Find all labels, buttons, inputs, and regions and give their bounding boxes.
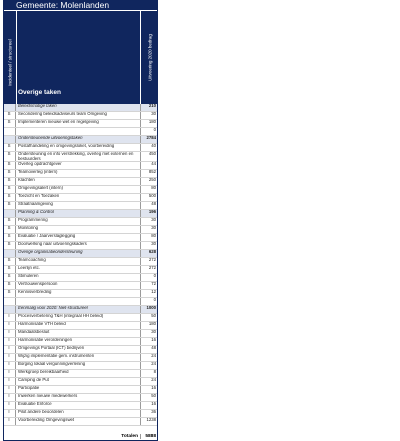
row-type-cell: S bbox=[3, 258, 16, 265]
row-type-cell: S bbox=[3, 234, 16, 241]
table-row[interactable] bbox=[3, 322, 158, 330]
table-row[interactable] bbox=[3, 338, 158, 346]
table-row[interactable] bbox=[3, 346, 158, 354]
row-value-cell: 72 bbox=[140, 282, 157, 289]
row-type-cell: I bbox=[3, 410, 16, 417]
section-row[interactable] bbox=[3, 250, 158, 258]
row-type-cell: I bbox=[3, 418, 16, 425]
row-type-cell: I bbox=[3, 338, 16, 345]
row-type-cell: S bbox=[3, 162, 16, 169]
row-type-cell: S bbox=[3, 290, 16, 297]
row-value-cell: 30 bbox=[140, 112, 157, 119]
table-row[interactable] bbox=[3, 266, 158, 274]
table-row[interactable] bbox=[3, 120, 158, 128]
row-type-cell: S bbox=[3, 152, 16, 161]
table-row[interactable] bbox=[3, 298, 158, 306]
row-label-cell: Omgevings Portaal (ICT) bedrijven bbox=[18, 346, 85, 350]
table-row[interactable] bbox=[3, 418, 158, 426]
table-row[interactable] bbox=[3, 282, 158, 290]
table-row[interactable] bbox=[3, 194, 158, 202]
column-header-type: Incidenteel / structureel bbox=[7, 39, 13, 86]
table-row[interactable] bbox=[3, 290, 158, 298]
row-value-cell: 0 bbox=[140, 274, 157, 281]
row-label-cell: Teamcoaching bbox=[18, 258, 46, 262]
row-value-cell: 450 bbox=[140, 152, 157, 161]
sheet-header bbox=[3, 0, 158, 104]
row-label-cell: Leerlijn etc. bbox=[18, 266, 40, 270]
row-type-cell bbox=[3, 306, 16, 313]
row-label-cell: Programmering bbox=[18, 218, 48, 222]
table-row[interactable] bbox=[3, 170, 158, 178]
table-row[interactable] bbox=[3, 234, 158, 242]
table-row[interactable] bbox=[3, 402, 158, 410]
row-value-cell: 44 bbox=[140, 162, 157, 169]
row-label-cell: Evaluatie Enforce bbox=[18, 402, 52, 406]
row-label-cell: Overleg opdrachtgever bbox=[18, 162, 62, 166]
table-row[interactable] bbox=[3, 314, 158, 322]
table-row[interactable] bbox=[3, 258, 158, 266]
row-label-cell: Procesverbetering T&H (integraal HH beleid) bbox=[18, 314, 104, 318]
row-value-cell: 40 bbox=[140, 144, 157, 151]
table-row[interactable] bbox=[3, 218, 158, 226]
row-label-cell: Secondering beleidsadviseurs team Omgeving bbox=[18, 112, 107, 116]
row-label-cell: Inwerken nieuwe medewerkers bbox=[18, 394, 78, 398]
table-row[interactable] bbox=[3, 128, 158, 136]
row-type-cell: S bbox=[3, 178, 16, 185]
row-value-cell: 36 bbox=[140, 410, 157, 417]
row-type-cell: I bbox=[3, 370, 16, 377]
row-value-cell: 30 bbox=[140, 226, 157, 233]
row-type-cell: I bbox=[3, 402, 16, 409]
section-row[interactable] bbox=[3, 306, 158, 314]
row-label-cell: Participatie bbox=[18, 386, 40, 390]
row-value-cell: 80 bbox=[140, 234, 157, 241]
row-type-cell: S bbox=[3, 112, 16, 119]
row-type-cell: S bbox=[3, 266, 16, 273]
header-left-divider bbox=[16, 11, 17, 104]
row-type-cell bbox=[3, 128, 16, 135]
section-row[interactable] bbox=[3, 104, 158, 112]
row-type-cell: S bbox=[3, 274, 16, 281]
spreadsheet bbox=[3, 0, 158, 441]
row-type-cell: S bbox=[3, 144, 16, 151]
row-label-cell: Klachten bbox=[18, 178, 35, 182]
table-row[interactable] bbox=[3, 242, 158, 250]
row-value-cell: 12 bbox=[140, 290, 157, 297]
row-type-cell bbox=[3, 210, 16, 217]
row-label-cell: Stimuleren bbox=[18, 274, 39, 278]
totals-row bbox=[3, 432, 158, 441]
row-type-cell bbox=[3, 250, 16, 257]
table-row[interactable] bbox=[3, 330, 158, 338]
row-label-cell: Eenmalig voor 2020: Niet-structureel bbox=[18, 306, 88, 310]
table-row[interactable] bbox=[3, 186, 158, 194]
row-label-cell: Beleidsmatige taken bbox=[18, 104, 57, 108]
row-value-cell: 180 bbox=[140, 120, 157, 127]
row-label-cell: Wijzig implementatie gem. instrumenten bbox=[18, 354, 95, 358]
row-value-cell: 16 bbox=[140, 338, 157, 345]
row-value-cell: 24 bbox=[140, 354, 157, 361]
header-divider bbox=[3, 10, 158, 11]
row-label-cell: Camping de Put bbox=[18, 378, 49, 382]
table-row[interactable] bbox=[3, 178, 158, 186]
row-type-cell: S bbox=[3, 282, 16, 289]
row-value-cell: 80 bbox=[140, 186, 157, 193]
row-label-cell: Voorbereiding Omgevingswet bbox=[18, 418, 75, 422]
table-row[interactable] bbox=[3, 386, 158, 394]
section-row[interactable] bbox=[3, 210, 158, 218]
table-row[interactable] bbox=[3, 144, 158, 152]
row-value-cell: 50 bbox=[140, 314, 157, 321]
table-row[interactable] bbox=[3, 378, 158, 386]
row-label-cell: Harmonisatie VTH beleid bbox=[18, 322, 66, 326]
row-type-cell bbox=[3, 104, 16, 111]
row-label-cell: Teamoverleg (intern) bbox=[18, 170, 58, 174]
row-value-cell: 30 bbox=[140, 330, 157, 337]
totals-value: 5888 bbox=[140, 434, 157, 439]
row-value-cell: 8 bbox=[140, 370, 157, 377]
row-label-cell: Overige organisatieondersteuning bbox=[18, 250, 83, 254]
column-header-amount: Uitvoering 2020 bedrag bbox=[147, 34, 153, 81]
row-value-cell: 24 bbox=[140, 378, 157, 385]
row-type-cell: I bbox=[3, 322, 16, 329]
section-row[interactable] bbox=[3, 136, 158, 144]
row-type-cell: S bbox=[3, 186, 16, 193]
table-row[interactable] bbox=[3, 410, 158, 418]
row-type-cell: I bbox=[3, 386, 16, 393]
table-row[interactable] bbox=[3, 370, 158, 378]
row-value-cell: 0 bbox=[140, 128, 157, 135]
row-type-cell: S bbox=[3, 218, 16, 225]
row-value-cell: 16 bbox=[140, 386, 157, 393]
row-label-cell: Monitoring bbox=[18, 226, 39, 230]
table-row[interactable] bbox=[3, 362, 158, 370]
row-label-cell: Kennisverbreding bbox=[18, 290, 52, 294]
row-value-cell: 30 bbox=[140, 218, 157, 225]
row-value-cell: 16 bbox=[140, 402, 157, 409]
row-label-cell: Ondersteuning en info verstrekking, overleg met externen en bestuurders bbox=[18, 152, 134, 161]
row-label-cell: Pilot andere beoordelen bbox=[18, 410, 64, 414]
row-label-cell: Ondersteunende uitvoeringstaken bbox=[18, 136, 83, 140]
row-label-cell: Mandaatsbesluit bbox=[18, 330, 50, 334]
task-table bbox=[3, 104, 158, 426]
row-value-cell: 2784 bbox=[140, 136, 157, 143]
row-type-cell: I bbox=[3, 378, 16, 385]
row-label-cell: Planning & Control bbox=[18, 210, 54, 214]
row-label-cell: Borging lokaal vergunningverlening bbox=[18, 362, 86, 366]
row-type-cell: I bbox=[3, 314, 16, 321]
row-type-cell: S bbox=[3, 120, 16, 127]
row-label-cell: Doorwerking naar uitvoeringskaders bbox=[18, 242, 87, 246]
row-label-cell: Implementeren nieuwe wet en regelgeving bbox=[18, 120, 99, 124]
row-type-cell: I bbox=[3, 346, 16, 353]
row-value-cell: 180 bbox=[140, 322, 157, 329]
table-row[interactable] bbox=[3, 162, 158, 170]
row-label-cell: Vertrouwenspersoon bbox=[18, 282, 58, 286]
row-value-cell: 272 bbox=[140, 258, 157, 265]
row-value-cell: 272 bbox=[140, 266, 157, 273]
header-right-divider bbox=[140, 11, 141, 104]
row-value-cell: 628 bbox=[140, 250, 157, 257]
row-label-cell: Werkgroep bereikbaarheid bbox=[18, 370, 69, 374]
table-row[interactable] bbox=[3, 394, 158, 402]
row-label-cell: Straatnaamgeving bbox=[18, 202, 53, 206]
row-type-cell: S bbox=[3, 242, 16, 249]
row-label-cell: Toezicht en Toezaken bbox=[18, 194, 60, 198]
row-type-cell: S bbox=[3, 194, 16, 201]
row-label-cell: Postafhandeling en omgevingsloket, voorbereiding bbox=[18, 144, 115, 148]
row-type-cell: I bbox=[3, 354, 16, 361]
row-value-cell: 852 bbox=[140, 170, 157, 177]
table-row[interactable] bbox=[3, 112, 158, 120]
row-type-cell bbox=[3, 298, 16, 305]
row-type-cell bbox=[3, 136, 16, 143]
row-value-cell: 250 bbox=[140, 178, 157, 185]
row-type-cell: S bbox=[3, 226, 16, 233]
row-type-cell: I bbox=[3, 362, 16, 369]
row-type-cell: I bbox=[3, 330, 16, 337]
row-value-cell: 48 bbox=[140, 346, 157, 353]
table-row[interactable] bbox=[3, 354, 158, 362]
sheet-title: Gemeente: Molenlanden bbox=[16, 0, 110, 10]
row-type-cell: S bbox=[3, 170, 16, 177]
row-value-cell: 1000 bbox=[140, 306, 157, 313]
table-row[interactable] bbox=[3, 274, 158, 282]
table-row[interactable] bbox=[3, 152, 158, 162]
row-value-cell: 210 bbox=[140, 104, 157, 111]
row-type-cell: S bbox=[3, 202, 16, 209]
row-type-cell: I bbox=[3, 394, 16, 401]
row-value-cell: 48 bbox=[140, 202, 157, 209]
column-header-tasks: Overige taken bbox=[18, 89, 61, 96]
row-value-cell: 0 bbox=[140, 298, 157, 305]
row-value-cell: 500 bbox=[140, 194, 157, 201]
table-row[interactable] bbox=[3, 202, 158, 210]
row-value-cell: 1238 bbox=[140, 418, 157, 425]
row-value-cell: 30 bbox=[140, 242, 157, 249]
row-value-cell: 50 bbox=[140, 394, 157, 401]
row-label-cell: Evaluatie / Jaarverslaglegging bbox=[18, 234, 76, 238]
row-value-cell: 196 bbox=[140, 210, 157, 217]
row-label-cell: Harmonisatie verordeningen bbox=[18, 338, 72, 342]
row-value-cell: 24 bbox=[140, 362, 157, 369]
row-label-cell: Omgevingsalert (intern) bbox=[18, 186, 63, 190]
totals-label: Totalen bbox=[121, 434, 138, 439]
table-row[interactable] bbox=[3, 226, 158, 234]
